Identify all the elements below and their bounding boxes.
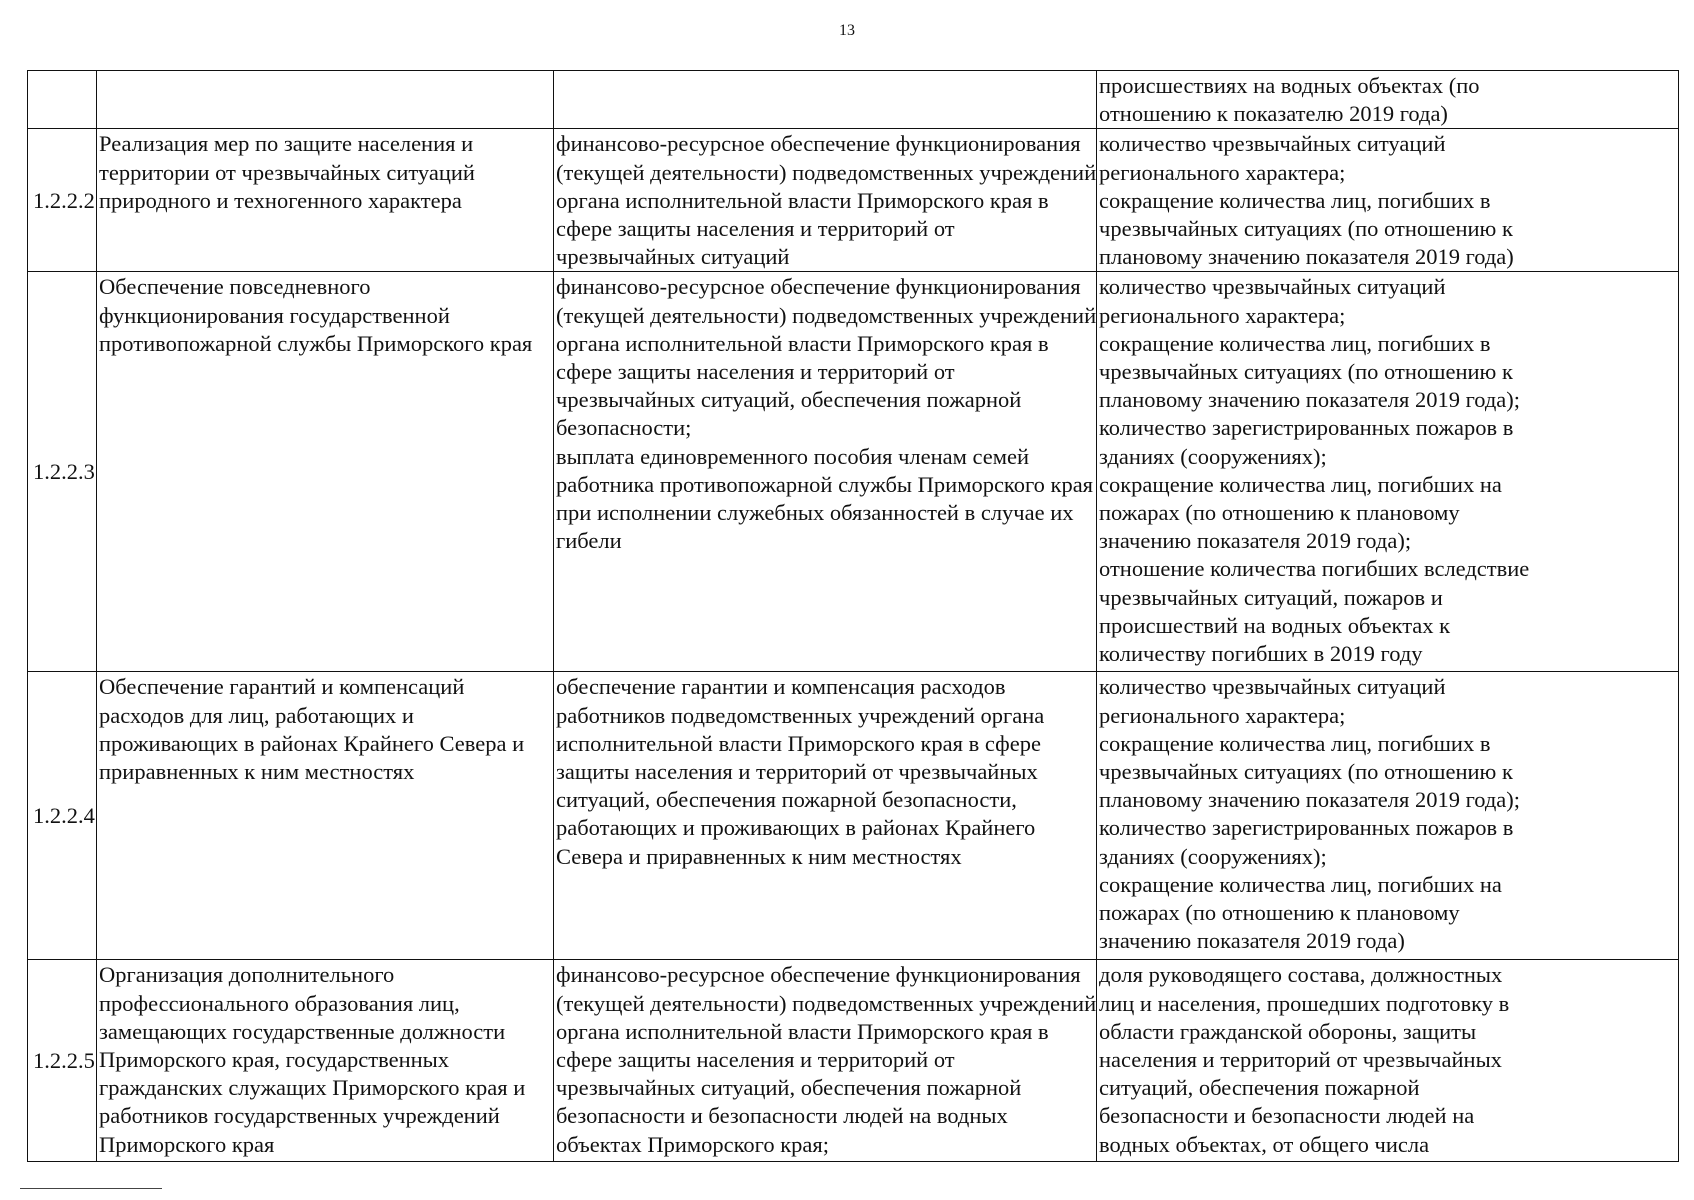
table-row bbox=[28, 272, 1679, 672]
measure-line: Приморского края bbox=[99, 1131, 275, 1157]
page-number: 13 bbox=[839, 22, 855, 39]
indicator-line: отношение количества погибших вследствие bbox=[1099, 556, 1530, 582]
row-number: 1.2.2.2 bbox=[28, 129, 97, 272]
content-line: финансово-ресурсное обеспечение функционирования bbox=[556, 131, 1081, 157]
content-line: (текущей деятельности) подведомственных учреждений bbox=[556, 302, 1097, 328]
measure-line: гражданских служащих Приморского края и bbox=[99, 1075, 526, 1101]
indicator-line: чрезвычайных ситуаций, пожаров и bbox=[1099, 584, 1443, 610]
measure-line: природного и техногенного характера bbox=[99, 187, 462, 213]
indicators-cell bbox=[1097, 71, 1679, 129]
indicator-line: чрезвычайных ситуациях (по отношению к bbox=[1099, 759, 1513, 785]
content-line: выплата единовременного пособия членам семей bbox=[556, 443, 1030, 469]
content-line: при исполнении служебных обязанностей в случае их bbox=[556, 500, 1074, 526]
content-line: (текущей деятельности) подведомственных учреждений bbox=[556, 159, 1097, 185]
content-line: работающих и проживающих в районах Крайнего bbox=[556, 815, 1036, 841]
content-line: органа исполнительной власти Приморского края в bbox=[556, 330, 1049, 356]
indicator-line: значению показателя 2019 года); bbox=[1099, 528, 1412, 554]
measures-table bbox=[27, 70, 1679, 1162]
content-line: гибели bbox=[556, 528, 622, 554]
indicator-line: количество чрезвычайных ситуаций bbox=[1099, 131, 1446, 157]
content-cell bbox=[554, 71, 1097, 129]
indicator-line: сокращение количества лиц, погибших в bbox=[1099, 330, 1491, 356]
content-cell bbox=[554, 960, 1097, 1162]
indicator-line: лиц и населения, прошедших подготовку в bbox=[1099, 990, 1510, 1016]
measure-cell bbox=[97, 672, 554, 960]
measure-line: проживающих в районах Крайнего Севера и bbox=[99, 730, 525, 756]
indicators-cell bbox=[1097, 272, 1679, 672]
content-cell bbox=[554, 129, 1097, 272]
indicator-line: количество зарегистрированных пожаров в bbox=[1099, 415, 1514, 441]
measure-line: Обеспечение повседневного bbox=[99, 274, 371, 300]
indicator-line: регионального характера; bbox=[1099, 702, 1346, 728]
indicator-line: регионального характера; bbox=[1099, 302, 1346, 328]
measure-line: функционирования государственной bbox=[99, 302, 450, 328]
table-row bbox=[28, 672, 1679, 960]
indicator-line: зданиях (сооружениях); bbox=[1099, 443, 1327, 469]
indicator-line: сокращение количества лиц, погибших на bbox=[1099, 871, 1502, 897]
indicator-line: сокращение количества лиц, погибших в bbox=[1099, 730, 1491, 756]
indicator-line: количество чрезвычайных ситуаций bbox=[1099, 274, 1446, 300]
content-line: чрезвычайных ситуаций, обеспечения пожарной bbox=[556, 387, 1022, 413]
indicator-line: водных объектах, от общего числа bbox=[1099, 1131, 1430, 1157]
table-row bbox=[28, 960, 1679, 1162]
measure-cell bbox=[97, 960, 554, 1162]
indicator-line: значению показателя 2019 года) bbox=[1099, 928, 1405, 954]
content-line: Севера и приравненных к ним местностях bbox=[556, 843, 962, 869]
measure-line: противопожарной службы Приморского края bbox=[99, 330, 533, 356]
indicator-line: происшествий на водных объектах к bbox=[1099, 612, 1451, 638]
indicator-line: доля руководящего состава, должностных bbox=[1099, 962, 1503, 988]
content-line: сфере защиты населения и территорий от bbox=[556, 216, 955, 242]
measure-line: расходов для лиц, работающих и bbox=[99, 702, 414, 728]
indicator-line: сокращение количества лиц, погибших в bbox=[1099, 187, 1491, 213]
indicator-line: плановому значению показателя 2019 года); bbox=[1099, 787, 1521, 813]
table-row bbox=[28, 129, 1679, 272]
indicators-cell bbox=[1097, 672, 1679, 960]
content-line: безопасности; bbox=[556, 415, 692, 441]
measure-line: Реализация мер по защите населения и bbox=[99, 131, 474, 157]
indicator-line: пожарах (по отношению к плановому bbox=[1099, 900, 1460, 926]
indicator-line: зданиях (сооружениях); bbox=[1099, 843, 1327, 869]
row-number bbox=[28, 71, 97, 129]
indicators-cell bbox=[1097, 129, 1679, 272]
content-line: органа исполнительной власти Приморского края в bbox=[556, 1018, 1049, 1044]
row-number: 1.2.2.3 bbox=[28, 272, 97, 672]
content-line: защиты населения и территорий от чрезвычайных bbox=[556, 759, 1038, 785]
indicator-line: чрезвычайных ситуациях (по отношению к bbox=[1099, 359, 1513, 385]
content-line: финансово-ресурсное обеспечение функционирования bbox=[556, 962, 1081, 988]
indicator-line: регионального характера; bbox=[1099, 159, 1346, 185]
content-line: безопасности и безопасности людей на водных bbox=[556, 1103, 1008, 1129]
measure-line: замещающих государственные должности bbox=[99, 1018, 506, 1044]
measure-line: профессионального образования лиц, bbox=[99, 990, 460, 1016]
indicator-line: отношению к показателю 2019 года) bbox=[1099, 101, 1448, 127]
content-line: органа исполнительной власти Приморского края в bbox=[556, 187, 1049, 213]
content-line: сфере защиты населения и территорий от bbox=[556, 359, 955, 385]
row-number: 1.2.2.4 bbox=[28, 672, 97, 960]
content-line: работника противопожарной службы Приморского края bbox=[556, 471, 1094, 497]
indicator-line: количеству погибших в 2019 году bbox=[1099, 641, 1423, 667]
content-line: объектах Приморского края; bbox=[556, 1131, 829, 1157]
indicator-line: населения и территорий от чрезвычайных bbox=[1099, 1047, 1502, 1073]
content-line: ситуаций, обеспечения пожарной безопасности, bbox=[556, 787, 1017, 813]
indicator-line: чрезвычайных ситуациях (по отношению к bbox=[1099, 216, 1513, 242]
indicators-cell bbox=[1097, 960, 1679, 1162]
indicator-line: безопасности и безопасности людей на bbox=[1099, 1103, 1475, 1129]
measure-cell bbox=[97, 272, 554, 672]
row-number: 1.2.2.5 bbox=[28, 960, 97, 1162]
indicator-line: количество чрезвычайных ситуаций bbox=[1099, 674, 1446, 700]
indicator-line: сокращение количества лиц, погибших на bbox=[1099, 471, 1502, 497]
measure-cell bbox=[97, 129, 554, 272]
content-line: чрезвычайных ситуаций bbox=[556, 244, 790, 270]
measure-line: Организация дополнительного bbox=[99, 962, 395, 988]
indicator-line: области гражданской обороны, защиты bbox=[1099, 1018, 1477, 1044]
content-line: (текущей деятельности) подведомственных учреждений bbox=[556, 990, 1097, 1016]
indicator-line: пожарах (по отношению к плановому bbox=[1099, 500, 1460, 526]
content-line: чрезвычайных ситуаций, обеспечения пожарной bbox=[556, 1075, 1022, 1101]
footnote-separator bbox=[20, 1188, 162, 1189]
measure-line: приравненных к ним местностях bbox=[99, 759, 415, 785]
content-cell bbox=[554, 672, 1097, 960]
content-line: работников подведомственных учреждений органа bbox=[556, 702, 1045, 728]
measure-cell bbox=[97, 71, 554, 129]
measure-line: территории от чрезвычайных ситуаций bbox=[99, 159, 475, 185]
table-row bbox=[28, 71, 1679, 129]
content-cell bbox=[554, 272, 1097, 672]
indicator-line: плановому значению показателя 2019 года); bbox=[1099, 387, 1521, 413]
content-line: исполнительной власти Приморского края в сфере bbox=[556, 730, 1041, 756]
content-line: обеспечение гарантии и компенсация расходов bbox=[556, 674, 1006, 700]
measure-line: работников государственных учреждений bbox=[99, 1103, 500, 1129]
indicator-line: ситуаций, обеспечения пожарной bbox=[1099, 1075, 1420, 1101]
measure-line: Приморского края, государственных bbox=[99, 1047, 450, 1073]
content-line: финансово-ресурсное обеспечение функционирования bbox=[556, 274, 1081, 300]
indicator-line: количество зарегистрированных пожаров в bbox=[1099, 815, 1514, 841]
measure-line: Обеспечение гарантий и компенсаций bbox=[99, 674, 465, 700]
content-line: сфере защиты населения и территорий от bbox=[556, 1047, 955, 1073]
indicator-line: плановому значению показателя 2019 года) bbox=[1099, 244, 1514, 270]
indicator-line: происшествиях на водных объектах (по bbox=[1099, 73, 1480, 98]
